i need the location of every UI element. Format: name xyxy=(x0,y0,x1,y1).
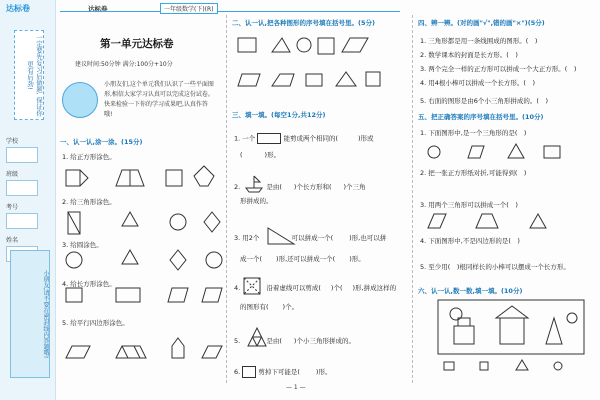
rectangle-icon xyxy=(116,288,140,302)
q3-1-line-b: ( )形。 xyxy=(240,151,281,159)
paper-icon xyxy=(242,366,256,378)
diamond-icon xyxy=(170,250,186,270)
rectangle-icon xyxy=(306,74,322,86)
triangle-option-icon xyxy=(530,214,546,228)
parallelogram-icon xyxy=(342,38,368,52)
mascot-icon xyxy=(62,82,98,118)
house-shape-icon xyxy=(66,170,88,186)
choice-3: 3. 用两个三角形可以拼成一个( ) xyxy=(420,201,518,209)
class-field[interactable] xyxy=(6,180,38,196)
choice-2: 2. 把一张正方形纸对折,可能得到( ) xyxy=(420,169,527,177)
parallelogram-option-icon xyxy=(428,214,446,228)
column-divider xyxy=(412,15,413,383)
q3-3-line: 3. 用2个 可以拼成一个( )形,也可以拼 xyxy=(234,234,387,242)
q3-3-line-b: 成一个( )形,还可以拼成一个( )形。 xyxy=(240,255,365,263)
triangle-icon xyxy=(272,38,290,52)
trapezoid-option-icon xyxy=(476,214,498,228)
circle-icon xyxy=(297,38,311,52)
square-icon xyxy=(166,170,182,186)
section-5-heading: 五、把正确答案的序号填在括号里。(10分) xyxy=(418,113,544,121)
triangle-option-icon xyxy=(508,144,524,158)
question-1-3: 3. 给圆涂色。 xyxy=(62,241,103,249)
shape-figures-mid-top xyxy=(232,30,392,90)
legend-triangle-icon xyxy=(516,360,528,370)
q3-4-line-b: 的图形有( )个。 xyxy=(240,303,299,311)
brand-logo: 达标卷 xyxy=(6,4,30,13)
square-icon xyxy=(66,288,82,302)
rect-diagonal-icon xyxy=(68,212,80,234)
square-icon xyxy=(318,38,334,54)
rectangle-option-icon xyxy=(544,146,560,158)
left-sidebar xyxy=(0,0,56,400)
section-4-heading: 四、辨一辨。(对的画"√",错的画"×")(5分) xyxy=(418,19,545,27)
parallelogram-icon xyxy=(202,288,222,302)
triangle-grid-icon xyxy=(246,326,268,348)
parallelogram-icon xyxy=(202,346,222,358)
circle-icon xyxy=(170,214,186,230)
class-label: 班级 xyxy=(6,171,19,178)
q3-2-line: 2. 是由( )个长方形和( )个三角 xyxy=(234,183,366,191)
legend-rect-icon xyxy=(444,362,454,370)
school-label: 学校 xyxy=(6,138,19,145)
column-divider xyxy=(226,15,227,383)
grade-tag: 一年级数学(下)(R) xyxy=(160,3,218,14)
square-icon xyxy=(366,72,380,86)
circle-icon xyxy=(66,252,82,268)
slogan-box: 一定要先复习后做题, 保证你更有后劲! xyxy=(14,30,44,120)
q3-2-line-b: 形拼成的。 xyxy=(240,197,273,205)
shape-figures-left xyxy=(60,162,230,382)
judge-2: 2. 数学课本的封面是长方形。( ) xyxy=(420,51,518,59)
section-1-heading: 一、认一认,涂一涂。(15分) xyxy=(60,138,143,146)
badge-label: 达标卷 xyxy=(88,5,108,13)
choice-3-options xyxy=(420,208,580,232)
square-paper-icon xyxy=(257,133,281,144)
parallelogram-icon xyxy=(238,74,260,86)
boat-icon xyxy=(244,174,264,194)
trapezoid-icon xyxy=(272,74,294,86)
square-dashed-icon xyxy=(242,276,262,296)
pentagon-icon xyxy=(194,166,214,186)
q3-1-line: 1. 一个 能剪成两个相同的( )形或 xyxy=(234,134,374,143)
house-wall-icon xyxy=(500,318,524,344)
parallelogram-option-icon xyxy=(468,146,484,158)
triangle-icon xyxy=(122,212,138,226)
diamond-icon xyxy=(204,212,220,232)
trapezoid-split-icon xyxy=(116,170,144,186)
exam-number-label: 考号 xyxy=(6,204,19,211)
section-6-heading: 六、认一认,数一数,填一填。(10分) xyxy=(418,287,523,295)
judge-5: 5. 右面的图形是由6个小三角形拼成的。( ) xyxy=(420,97,548,105)
student-info-panel xyxy=(6,130,52,262)
right-triangle-icon xyxy=(266,226,296,246)
pentagon-icon xyxy=(172,338,184,358)
house-roof-icon xyxy=(496,306,528,318)
judge-1: 1. 三角形都是用一条线围成的图形。( ) xyxy=(420,37,538,45)
legend-circle-icon xyxy=(554,362,562,370)
school-field[interactable] xyxy=(6,147,38,163)
picture-puzzle-figure xyxy=(436,298,586,378)
triangle-icon xyxy=(122,250,138,264)
parallelogram-icon xyxy=(168,288,188,302)
question-1-1: 1. 给正方形涂色。 xyxy=(62,153,116,161)
parallelogram-icon xyxy=(66,346,90,358)
choice-4: 4. 下面图形中,不是四边形的是( ) xyxy=(420,237,520,245)
q3-5-line: 5. 是由( )个小三角形拼成的。 xyxy=(234,337,355,345)
rectangle-icon xyxy=(238,38,256,52)
judge-3: 3. 两个完全一样的正方形可以拼成一个大正方形。( ) xyxy=(420,65,577,73)
exam-number-field[interactable] xyxy=(6,213,38,229)
circle-icon xyxy=(206,252,222,268)
header-rule xyxy=(60,11,400,12)
triangle-icon xyxy=(336,72,356,86)
circle-option-icon xyxy=(428,146,440,158)
choice-1: 1. 下面图形中,是一个三角形的是( ) xyxy=(420,129,527,137)
robot-body-icon xyxy=(454,326,474,344)
question-1-5: 5. 给平行四边形涂色。 xyxy=(62,319,129,327)
ball-icon xyxy=(567,313,577,323)
trapezoid-icon xyxy=(116,346,146,358)
question-1-4: 4. 给长方形涂色。 xyxy=(62,280,116,288)
seal-line-warning: 小朋友,请不要在密封线内答题哦! xyxy=(10,250,50,378)
legend-square-icon xyxy=(480,362,488,370)
intro-text: 小朋友们,这个单元我们认识了一些平面图形,相信大家学习认真可以完成这份试卷。快来检验一下你的学习成果吧,认真作答哦! xyxy=(104,81,214,118)
page-title: 第一单元达标卷 xyxy=(100,38,174,50)
q3-6-line: 6. 剪掉下可能是( )形。 xyxy=(234,368,332,376)
question-1-2: 2. 给三角形涂色。 xyxy=(62,198,116,206)
name-label: 姓名 xyxy=(6,237,19,244)
choice-5: 5. 至少用( )根同样长的小棒可以摆成一个长方形。 xyxy=(420,263,570,271)
picture-frame-icon xyxy=(438,300,584,354)
q3-4-line: 4. 沿着虚线可以剪成( )个( )形,拼成这样的 xyxy=(234,284,397,292)
exam-meta: 建议时间:50分钟 满分:100分+10分 xyxy=(75,61,173,68)
section-3-heading: 三、填一填。(每空1分,共12分) xyxy=(232,111,326,119)
judge-4: 4. 用4根小棒可以拼成一个长方形。( ) xyxy=(420,79,535,87)
page-number: — 1 — xyxy=(286,384,306,391)
tree-icon xyxy=(546,318,562,344)
section-2-heading: 二、认一认,把各种图形的序号填在括号里。(5分) xyxy=(232,19,375,27)
